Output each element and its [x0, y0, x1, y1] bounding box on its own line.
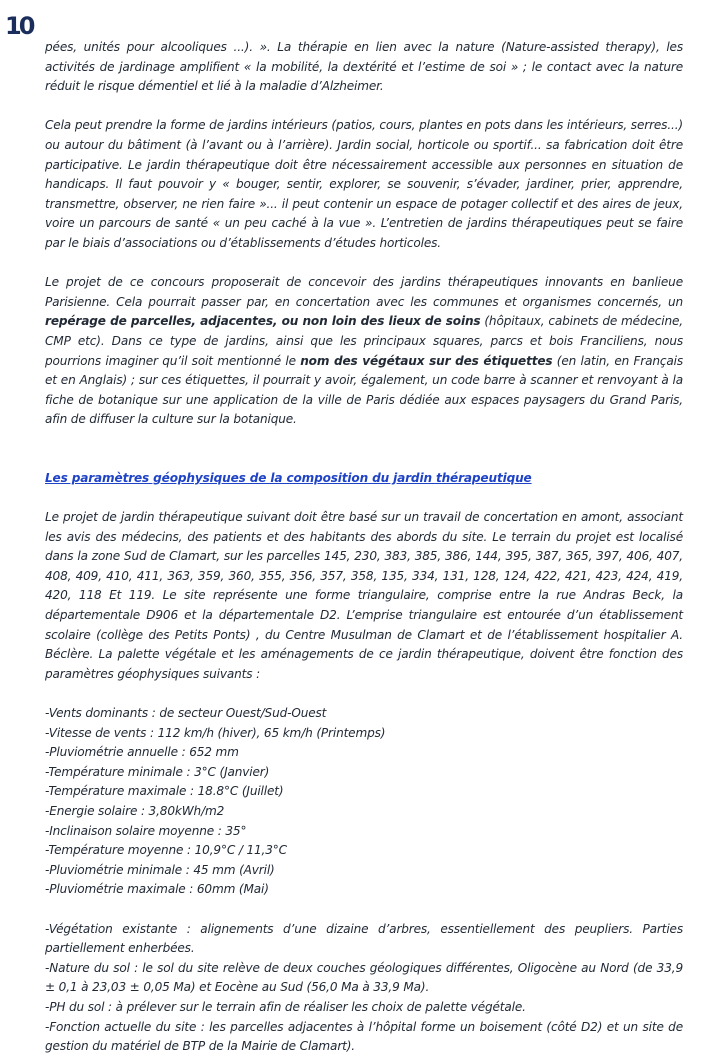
text-span: (en latin, en Français et en Anglais) ; sur ces étiquettes, il pourrait y avoir, également, un code barre à scanner et renvoyant à la fiche de botanique sur une application de la ville de Paris dédiée aux espaces paysagers du Grand Paris, afin de diffuser la culture sur la botanique.	[45, 353, 683, 427]
document-body	[45, 38, 683, 1057]
bold-text-parcel-identification: repérage de parcelles, adjacentes, ou non loin des lieux de soins	[45, 314, 481, 329]
paragraph-project-proposal	[45, 273, 683, 430]
paragraph-nature-therapy: pées, unités pour alcooliques ...). ». La thérapie en lien avec la nature (Nature-assisted therapy), les activités de jardinage amplifient « la mobilité, la dextérité et l’estime de soi » ; le contact avec la nature réduit le risque démentiel et lié à la maladie d’Alzheimer.	[45, 40, 683, 94]
site-note-item: -Nature du sol : le sol du site relève de deux couches géologiques différentes, Oligocène au Nord (de 33,9 ± 0,1 à 23,03 ± 0,05 Ma) et Eocène au Sud (56,0 Ma à 33,9 Ma).	[45, 960, 683, 995]
parameter-item: -Température maximale : 18.8°C (Juillet)	[45, 784, 284, 799]
parameter-item: -Inclinaison solaire moyenne : 35°	[45, 823, 247, 838]
site-note-item: -PH du sol : à prélever sur le terrain afin de réaliser les choix de palette végétale.	[45, 999, 526, 1014]
paragraph-site-description: Le projet de jardin thérapeutique suivant doit être basé sur un travail de concertation en amont, associant les avis des médecins, des patients et des habitants des abords du site. Le terrain du projet est localisé dans la zone Sud de Clamart, sur les parcelles 145, 230, 383, 385, 386, 144, 395, 387, 365, 397, 406, 407, 408, 409, 410, 411, 363, 359, 360, 355, 356, 357, 358, 135, 334, 131, 128, 124, 422, 421, 423, 424, 419, 420, 118 Et 119. Le site représente une forme triangulaire, comprise entre la rue Andras Beck, la départementale D906 et la départementale D2. L’emprise triangulaire est entourée d’un établissement scolaire (collège des Petits Ponts) , du Centre Musulman de Clamart et de l’établissement hospitalier A. Béclère. La palette végétale et les aménagements de ce jardin thérapeutique, doivent être fonction des paramètres géophysiques suivants :	[45, 510, 683, 681]
site-note-item: -Végétation existante : alignements d’une dizaine d’arbres, essentiellement des peupliers. Parties partiellement enherbées.	[45, 921, 683, 956]
text-span: (hôpitaux, cabinets de médecine, CMP etc). Dans ce type de jardins, ainsi que les principaux squares, parcs et bois Franciliens, nous pourrions imaginer qu’il soit mentionné le	[45, 314, 683, 368]
parameter-item: -Température minimale : 3°C (Janvier)	[45, 764, 270, 779]
parameter-item: -Energie solaire : 3,80kWh/m2	[45, 803, 225, 818]
parameter-item: -Vents dominants : de secteur Ouest/Sud-Ouest	[45, 706, 327, 720]
site-notes-list	[45, 920, 683, 1057]
text-span: Le projet de ce concours proposerait de concevoir des jardins thérapeutiques innovants en banlieue Parisienne. Cela pourrait passer par, en concertation avec les communes et organismes concernés, un	[45, 275, 683, 309]
page-number: 10	[5, 12, 33, 40]
parameter-item: -Pluviométrie minimale : 45 mm (Avril)	[45, 862, 275, 877]
geophysical-parameters-list	[45, 704, 683, 900]
paragraph-garden-forms: Cela peut prendre la forme de jardins intérieurs (patios, cours, plantes en pots dans les intérieurs, serres...) ou autour du bâtiment (à l’avant ou à l’arrière). Jardin social, horticole ou sportif... sa fabrication doit être participative. Le jardin thérapeutique doit être nécessairement accessible aux personnes en situation de handicaps. Il faut pouvoir y « bouger, sentir, explorer, se souvenir, s’évader, jardiner, prier, apprendre, transmettre, observer, ne rien faire »... il peut contenir un espace de potager collectif et des aires de jeux, voire un parcours de santé « un peu caché à la vue ». L’entretien de jardins thérapeutiques peut se faire par le biais d’associations ou d’établissements d’études horticoles.	[45, 118, 683, 250]
parameter-item: -Température moyenne : 10,9°C / 11,3°C	[45, 843, 287, 858]
parameter-item: -Pluviométrie annuelle : 652 mm	[45, 745, 239, 760]
parameter-item: -Pluviométrie maximale : 60mm (Mai)	[45, 882, 269, 897]
section-heading: Les paramètres géophysiques de la composition du jardin thérapeutique	[45, 470, 532, 485]
site-note-item: -Fonction actuelle du site : les parcelles adjacentes à l’hôpital forme un boisement (côté D2) et un site de gestion du matériel de BTP de la Mairie de Clamart).	[45, 1019, 683, 1054]
bold-text-plant-labels: nom des végétaux sur des étiquettes	[300, 353, 553, 368]
parameter-item: -Vitesse de vents : 112 km/h (hiver), 65 km/h (Printemps)	[45, 725, 386, 740]
